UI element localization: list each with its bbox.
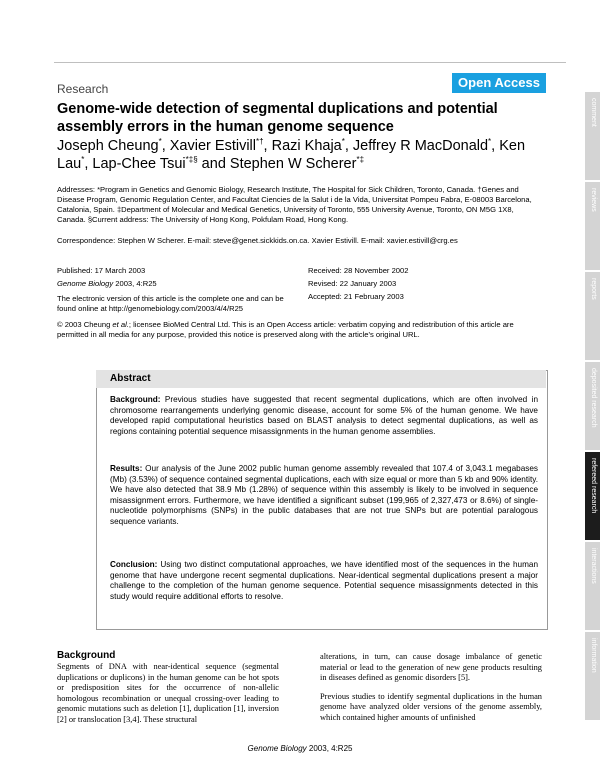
sidebar-tab-label: reports [590,278,597,300]
copyright-etal: et al. [112,320,129,329]
sidebar-tab-label: deposited research [590,368,597,428]
publication-info [57,266,287,292]
sidebar-tab-reviews[interactable] [585,182,600,270]
sidebar-tab-deposited-research[interactable] [585,362,600,450]
sidebar-tab-refereed-research[interactable] [585,452,600,540]
author-affiliation-mark: * [488,137,492,147]
author-name: Ken Lau [57,138,526,172]
abstract-results [110,464,538,527]
abstract-results-label: Results: [110,464,143,473]
sidebar-tab-label: comment [590,98,597,127]
sidebar-tab-reports[interactable] [585,272,600,360]
citation-rest: 2003, 4:R25 [113,279,157,288]
abstract-conclusion-label: Conclusion: [110,560,158,569]
author-affiliation-mark: *† [255,137,264,147]
abstract-background [110,395,538,437]
open-access-badge: Open Access [452,73,546,93]
footer-citation: 2003, 4:R25 [306,744,353,753]
sidebar-tab-label: refereed research [590,458,597,514]
author-name: Joseph Cheung [57,138,159,154]
page-footer [0,744,600,753]
sidebar-tab-comment[interactable] [585,92,600,180]
author-affiliation-mark: * [341,137,345,147]
published-date: Published: 17 March 2003 [57,266,146,275]
author-name: Stephen W Scherer [229,156,357,172]
author-list: Joseph Cheung*, Xavier Estivill*†, Razi Khaja*, Jeffrey R MacDonald*, Ken Lau*, Lap-Chee Tsui*‡§ and Stephen W Scherer*‡ [57,137,526,172]
abstract-conclusion [110,560,538,602]
section-label: Research [57,82,109,96]
copyright-notice [57,320,542,340]
author-affiliation-mark: *‡§ [185,155,198,165]
abstract-background-label: Background: [110,395,161,404]
author-name: Razi Khaja [271,138,342,154]
citation [57,279,287,289]
revised-date: Revised: 22 January 2003 [308,279,397,288]
author-affiliation-mark: * [158,137,162,147]
abstract-header-bar [96,370,546,388]
body-right-column [320,652,542,732]
author-name: Jeffrey R MacDonald [352,138,489,154]
body-right-paragraph-2: Previous studies to identify segmental duplications in the human genome have analyzed older versions of the genome assembly, which contained higher amounts of unfinished [320,691,542,722]
background-heading: Background [57,650,116,661]
copyright-prefix: © 2003 Cheung [57,320,113,329]
history-dates [308,266,538,305]
sidebar-tab-information[interactable] [585,632,600,720]
article-title: Genome-wide detection of segmental duplications and potential assembly errors in the human genome sequence [57,101,498,135]
author-addresses: Addresses: *Program in Genetics and Genomic Biology, Research Institute, The Hospital for Sick Children, Toronto, Canada. †Genes and Disease Program, Genomic Regulation Center, and Facultat Ciencies de la Salut i de la Vida, Universitat Pompeu Fabra, E-08003 Barcelona, Catalonia, Spain. ‡Department of Molecular and Medical Genetics, University of Toronto, 555 University Avenue, Toronto, ON M5G 1X8, Canada. §Current address: The University of Hong Kong, Pokfulam Road, Hong Kong. [57,185,532,224]
author-name: Xavier Estivill [169,138,256,154]
header-rule [54,62,566,63]
author-affiliation-mark: *‡ [356,155,365,165]
correspondence: Correspondence: Stephen W Scherer. E-mail: steve@genet.sickkids.on.ca. Xavier Estivill. E-mail: xavier.estivill@crg.es [57,236,458,245]
sidebar-tab-label: information [590,638,597,673]
sidebar-tab-label: reviews [590,188,597,212]
footer-journal: Genome Biology [247,744,307,753]
copyright-rest: ; licensee BioMed Central Ltd. This is an Open Access article: verbatim copying and redistribution of this article are permitted in all media for any purpose, provided this notice is preserved along with the article's original URL. [57,320,514,339]
online-version-note: The electronic version of this article is the complete one and can be found online at http://genomebiology.com/2003/4/4/R25 [57,294,284,313]
author-name: Lap-Chee Tsui [92,156,186,172]
body-right-paragraph-1: alterations, in turn, can cause dosage imbalance of genetic material or lead to the generation of new gene products resulting in diseases defined as genomic disorders [5]. [320,652,542,683]
abstract-background-text: Previous studies have suggested that recent segmental duplications, which are often involved in chromosome rearrangements underlying genomic disease, account for some 5% of the human genome. We have developed rapid computational heuristics based on BLAST analysis to detect segmental duplications, as well as regions containing potential sequence misassignments in the human genome assemblies. [110,395,538,436]
sidebar-tab-label: interactions [590,548,597,584]
abstract-heading: Abstract [110,373,151,384]
abstract-conclusion-text: Using two distinct computational approaches, we have identified most of the sequences in the human genome that have undergone recent segmental duplications. Near-identical segmental duplications present a major challenge to the completion of the human genome sequence. Potential sequence misassignments detected in this study would require additional efforts to resolve. [110,560,538,601]
author-affiliation-mark: * [81,155,85,165]
body-left-column: Segments of DNA with near-identical sequence (segmental duplications or duplicons) in the human genome can be hot spots or predisposition sites for the occurrence of non-allelic homologous recombination or unequal crossing-over leading to genomic mutations such as deletion [1], duplication [1], inversion [2] or translocation [3,4]. These structural [57,662,279,724]
citation-journal: Genome Biology [57,279,114,288]
sidebar-tab-interactions[interactable] [585,542,600,630]
abstract-results-text: Our analysis of the June 2002 public human genome assembly revealed that 107.4 of 3,043.1 megabases (Mb) (3.53%) of sequence contained segmental duplications, each with size equal or more than 5 kb and 90% identity. We have also detected that 38.9 Mb (1.28%) of sequence within this assembly is likely to be involved in sequence misassignment errors. Furthermore, we have identified a significant subset (199,965 of 2,327,473 or 8.6%) of single-nucleotide polymorphisms (SNPs) in the public databases that are not true SNPs but are potential paralogous sequence variants. [110,464,538,526]
received-date: Received: 28 November 2002 [308,266,409,275]
accepted-date: Accepted: 21 February 2003 [308,292,404,301]
